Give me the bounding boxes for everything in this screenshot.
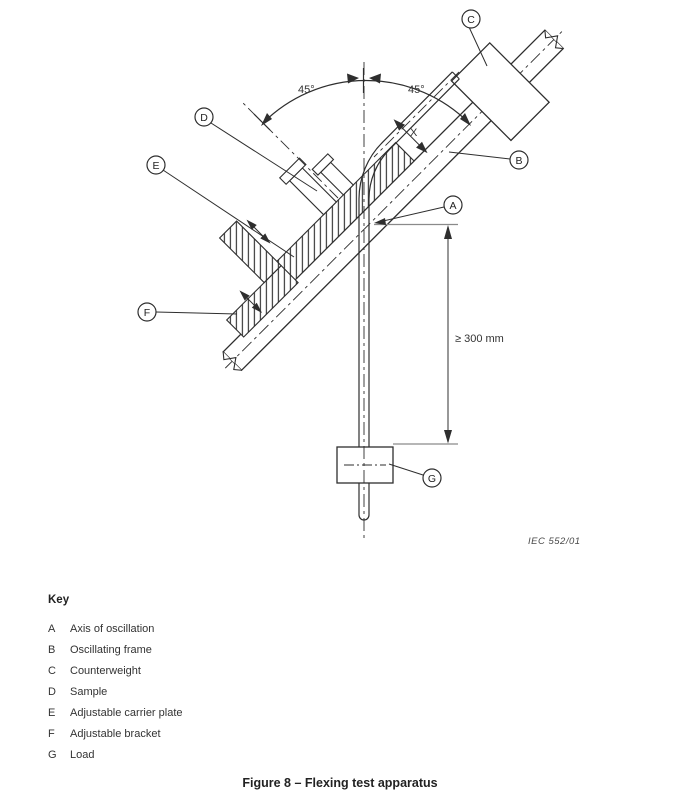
min-length-dimension xyxy=(374,225,458,445)
label-c-letter: C xyxy=(467,14,475,26)
key-item-letter: F xyxy=(48,728,55,740)
key-item xyxy=(48,640,183,661)
label-d-letter: D xyxy=(200,112,208,124)
key-section xyxy=(48,594,183,766)
key-item-label: Counterweight xyxy=(70,665,141,677)
key-item-label: Adjustable bracket xyxy=(70,728,161,740)
key-item-label: Sample xyxy=(70,686,108,698)
dim-arrow-down xyxy=(444,430,452,444)
key-item-letter: B xyxy=(48,644,56,656)
leader-g xyxy=(389,464,423,475)
angle-left-label: 45° xyxy=(298,84,315,96)
iec-reference: IEC 552/01 xyxy=(528,536,581,547)
label-e-letter: E xyxy=(152,160,160,172)
key-item-letter: E xyxy=(48,707,56,719)
key-item xyxy=(48,745,183,766)
label-g xyxy=(423,469,441,487)
key-item xyxy=(48,661,183,682)
key-item-letter: G xyxy=(48,749,57,761)
key-item-letter: D xyxy=(48,686,56,698)
leader-d xyxy=(211,123,317,191)
key-item-label: Adjustable carrier plate xyxy=(70,707,183,719)
key-item xyxy=(48,724,183,745)
figure-caption: Figure 8 – Flexing test apparatus xyxy=(242,776,438,790)
angle-right-label: 45° xyxy=(408,84,425,96)
arc-center-arrow-right xyxy=(369,74,381,84)
label-b-letter: B xyxy=(515,155,523,167)
key-item xyxy=(48,619,183,640)
x-dimension-label: X xyxy=(410,127,418,139)
key-item-letter: C xyxy=(48,665,56,677)
min-length-label: ≥ 300 mm xyxy=(455,333,504,345)
adjustable-bracket-post xyxy=(220,221,282,283)
label-a-letter: A xyxy=(449,200,457,212)
key-item xyxy=(48,703,183,724)
key-item-label: Axis of oscillation xyxy=(70,623,155,635)
label-b xyxy=(510,151,528,169)
leader-f xyxy=(156,312,237,314)
left-45deg-position-line xyxy=(242,102,338,198)
key-item xyxy=(48,682,183,703)
label-f xyxy=(138,303,156,321)
load-block-group xyxy=(337,447,393,483)
label-d xyxy=(195,108,213,126)
key-item-letter: A xyxy=(48,623,56,635)
key-item-label: Load xyxy=(70,749,95,761)
oscillating-assembly xyxy=(157,0,590,397)
label-a xyxy=(444,196,462,214)
dim-arrow-up xyxy=(444,225,452,239)
key-item-label: Oscillating frame xyxy=(70,644,152,656)
key-title: Key xyxy=(48,594,70,606)
arc-arrow-left xyxy=(261,113,272,126)
label-e xyxy=(147,156,165,174)
label-f-letter: F xyxy=(143,307,151,319)
arc-center-arrow-left xyxy=(347,74,359,84)
label-g-letter: G xyxy=(427,473,437,485)
label-c xyxy=(462,10,480,28)
leader-b xyxy=(449,152,510,159)
